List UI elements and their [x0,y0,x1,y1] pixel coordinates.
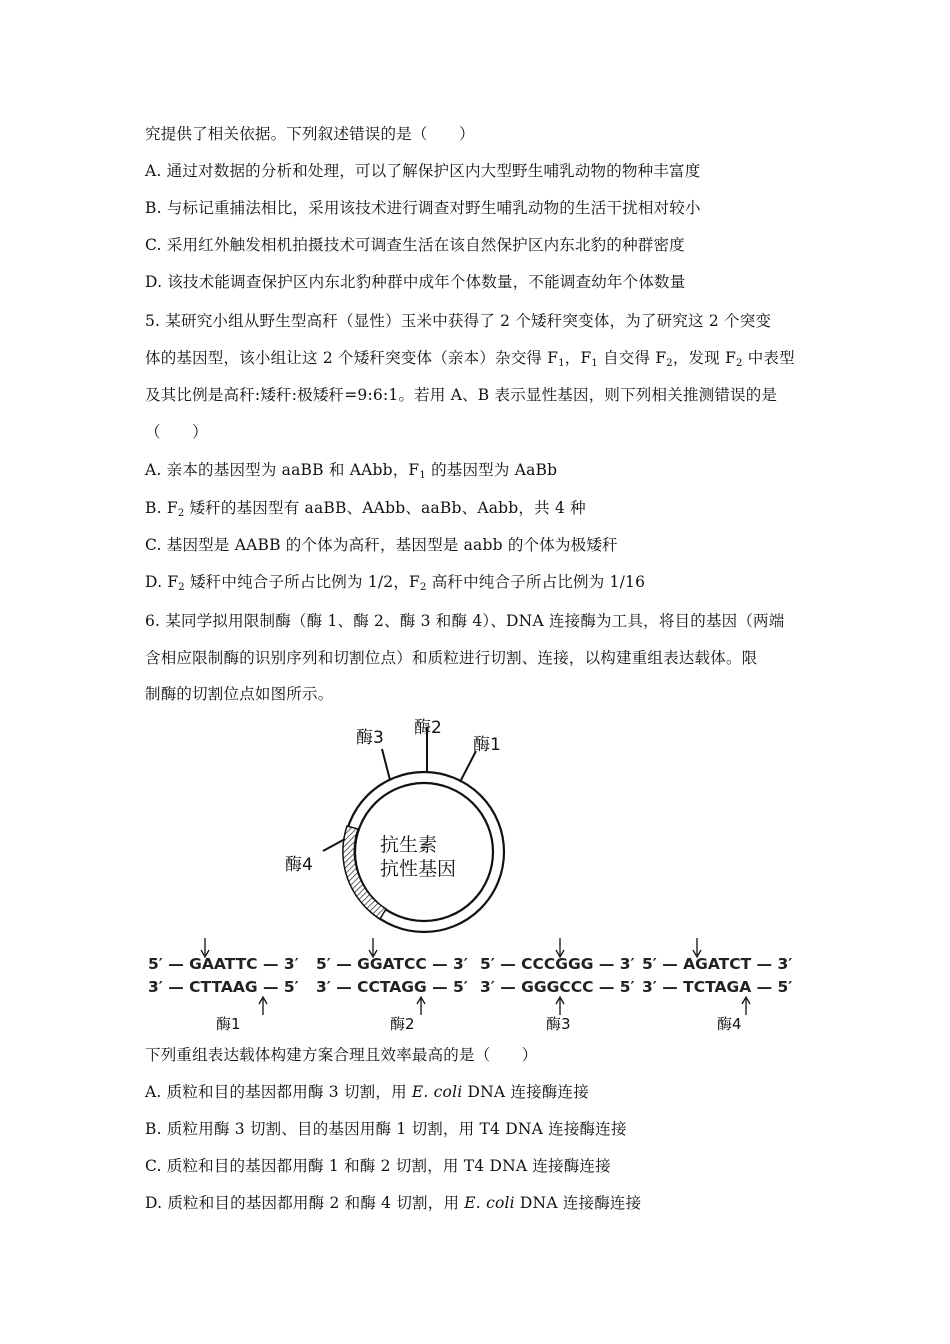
enzyme2-label: 酶2 [414,718,442,738]
sequence-enzyme1-bottom: 3′ — CTTAAG — 5′ [148,978,299,996]
sequence-enzyme4 [642,938,792,1033]
q5-option-b: B. $F_2$ 矮秆的基因型有 aaBB、AAbb、aaBb、Aabb，共 4 种 [145,499,586,519]
q4-stem-tail: 究提供了相关依据。下列叙述错误的是（ ） [145,125,475,143]
q5-option-d: D. $F_2$ 矮秆中纯合子所占比例为 1/2，$F_2$ 高秆中纯合子所占比例为 1/16 [145,573,646,593]
q4-option-a: A. 通过对数据的分析和处理，可以了解保护区内大型野生哺乳动物的物种丰富度 [145,162,701,180]
q5-stem-line4: （ ） [145,423,208,441]
q6-option-c: C. 质粒和目的基因都用酶 1 和酶 2 切割，用 T4 DNA 连接酶连接 [145,1157,611,1175]
q5-stem-line1: 5. 某研究小组从野生型高秆（显性）玉米中获得了 2 个矮秆突变体，为了研究这 2 个突变 [145,312,772,330]
sequence-enzyme4-label: 酶4 [717,1015,742,1033]
enzyme3-label: 酶3 [356,728,384,748]
sequence-enzyme2-label: 酶2 [390,1015,415,1033]
enzyme1-label: 酶1 [473,735,501,755]
sequence-enzyme2 [316,938,468,1033]
q6-option-a: A. 质粒和目的基因都用酶 3 切割，用 E. coli DNA 连接酶连接 [145,1083,589,1101]
sequence-enzyme2-top: 5′ — GGATCC — 3′ [316,955,468,973]
sequence-enzyme3-label: 酶3 [546,1015,571,1033]
q6-option-d: D. 质粒和目的基因都用酶 2 和酶 4 切割，用 E. coli DNA 连接酶连接 [145,1194,642,1212]
q6-stem-line3: 制酶的切割位点如图所示。 [145,685,334,703]
sequence-enzyme3 [480,938,635,1033]
enzyme4-site-tick [323,839,345,851]
q6-stem-line1: 6. 某同学拟用限制酶（酶 1、酶 2、酶 3 和酶 4）、DNA 连接酶为工具，将目的基因（两端 [145,612,785,630]
q5-stem-line3: 及其比例是高秆:矮秆:极矮秆=9:6:1。若用 A、B 表示显性基因，则下列相关推测错误的是 [145,386,778,404]
enzyme3-site-tick [382,749,390,780]
sequence-enzyme1-top: 5′ — GAATTC — 3′ [148,955,299,973]
sequence-enzyme4-bottom: 3′ — TCTAGA — 5′ [642,978,793,996]
gene-label-line1: 抗生素 [380,834,438,856]
q4-option-b: B. 与标记重捕法相比，采用该技术进行调查对野生哺乳动物的生活干扰相对较小 [145,199,701,217]
enzyme1-site-tick [460,751,476,782]
q6-question: 下列重组表达载体构建方案合理且效率最高的是（ ） [145,1046,538,1064]
enzyme4-label: 酶4 [285,855,313,875]
plasmid-diagram [140,705,810,1040]
sequence-enzyme1 [148,938,299,1033]
q5-option-c: C. 基因型是 AABB 的个体为高秆，基因型是 aabb 的个体为极矮秆 [145,536,618,554]
gene-label-line2: 抗性基因 [380,858,457,880]
sequence-enzyme1-label: 酶1 [216,1015,241,1033]
q6-option-b: B. 质粒用酶 3 切割、目的基因用酶 1 切割，用 T4 DNA 连接酶连接 [145,1120,627,1138]
q5-stem-line2: 体的基因型，该小组让这 2 个矮秆突变体（亲本）杂交得 $F_1$，$F_1$ 自交得 $F_2$，发现 $F_2$ 中表型 [145,349,795,369]
sequence-enzyme3-top: 5′ — CCCGGG — 3′ [480,955,635,973]
sequence-enzyme2-bottom: 3′ — CCTAGG — 5′ [316,978,468,996]
sequence-enzyme4-top: 5′ — AGATCT — 3′ [642,955,793,973]
q4-option-d: D. 该技术能调查保护区内东北豹种群中成年个体数量，不能调查幼年个体数量 [145,273,686,291]
q4-option-c: C. 采用红外触发相机拍摄技术可调查生活在该自然保护区内东北豹的种群密度 [145,236,685,254]
q5-option-a: A. 亲本的基因型为 aaBB 和 AAbb，$F_1$ 的基因型为 AaBb [145,461,558,481]
sequence-enzyme3-bottom: 3′ — GGGCCC — 5′ [480,978,635,996]
q6-stem-line2: 含相应限制酶的识别序列和切割位点）和质粒进行切割、连接，以构建重组表达载体。限 [145,649,758,667]
